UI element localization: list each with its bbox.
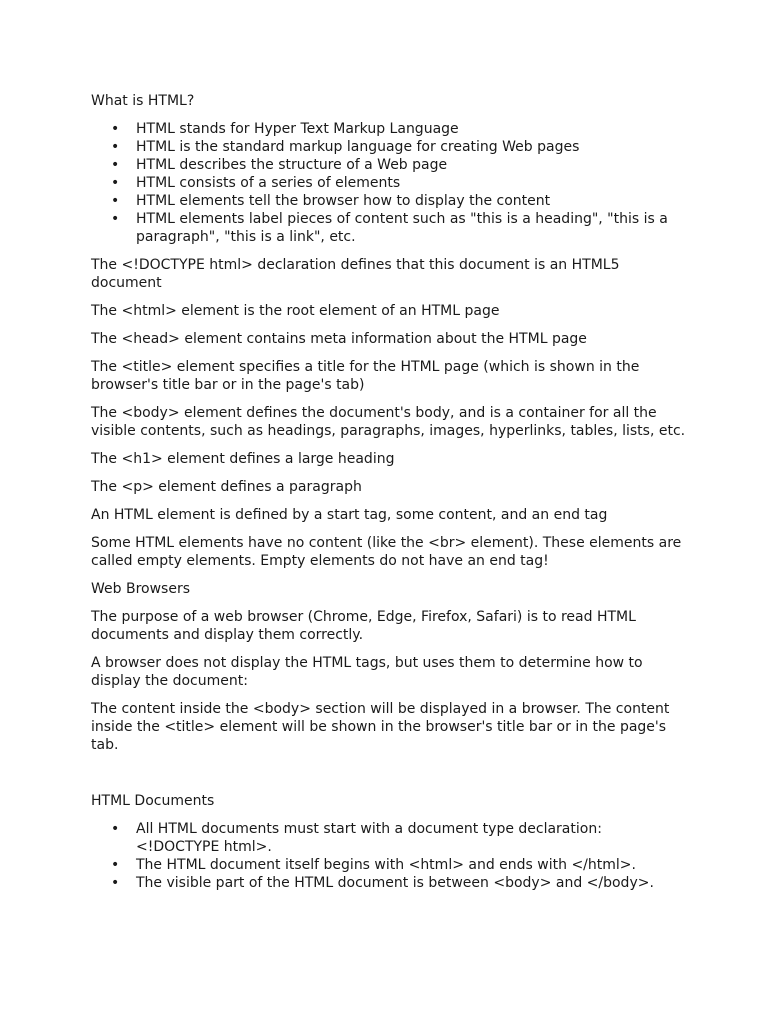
paragraph-html-element: The <html> element is the root element of an HTML page [91, 303, 500, 319]
paragraph-h1-element: The <h1> element defines a large heading [91, 451, 395, 467]
list-item [91, 174, 686, 192]
paragraph-head-element: The <head> element contains meta information about the HTML page [91, 331, 587, 347]
bullet-icon: • [111, 175, 120, 191]
list-item [91, 120, 686, 138]
list-item-text: HTML describes the structure of a Web page [136, 157, 448, 173]
list-item [91, 820, 686, 856]
paragraph-browser-content: The content inside the <body> section will be displayed in a browser. The content inside the <title> element will be shown in the browser's title bar or in the page's tab. [91, 701, 670, 753]
list-item [91, 138, 686, 156]
paragraph-p-element: The <p> element defines a paragraph [91, 479, 362, 495]
bullet-icon: • [111, 121, 120, 137]
bullet-icon: • [111, 193, 120, 209]
bullet-icon: • [111, 821, 120, 837]
list-item-text: All HTML documents must start with a document type declaration: <!DOCTYPE html>. [136, 821, 602, 855]
paragraph-browser-purpose: The purpose of a web browser (Chrome, Edge, Firefox, Safari) is to read HTML documents and display them correctly. [91, 609, 636, 643]
bullet-icon: • [111, 211, 120, 227]
paragraph-element-definition: An HTML element is defined by a start tag, some content, and an end tag [91, 507, 608, 523]
list-item-text: HTML elements tell the browser how to display the content [136, 193, 551, 209]
blank-line [91, 764, 686, 792]
list-item-text: The visible part of the HTML document is between <body> and </body>. [136, 875, 654, 891]
list-item-text: HTML consists of a series of elements [136, 175, 401, 191]
paragraph-body-element: The <body> element defines the document's body, and is a container for all the visible contents, such as headings, paragraphs, images, hyperlinks, tables, lists, etc. [91, 405, 686, 439]
section-heading-html-documents: HTML Documents [91, 793, 215, 809]
bullet-list-html-documents [91, 820, 686, 892]
bullet-icon: • [111, 139, 120, 155]
list-item-text: HTML elements label pieces of content such as "this is a heading", "this is a paragraph", "this is a link", etc. [136, 211, 668, 245]
list-item-text: The HTML document itself begins with <html> and ends with </html>. [136, 857, 636, 873]
bullet-list-html-basics [91, 120, 686, 246]
paragraph-title-element: The <title> element specifies a title for the HTML page (which is shown in the browser's title bar or in the page's tab) [91, 359, 640, 393]
list-item-text: HTML is the standard markup language for creating Web pages [136, 139, 580, 155]
list-item [91, 192, 686, 210]
section-heading-what-is-html: What is HTML? [91, 93, 195, 109]
list-item [91, 156, 686, 174]
document-page [91, 92, 686, 902]
paragraph-doctype: The <!DOCTYPE html> declaration defines that this document is an HTML5 document [91, 257, 620, 291]
list-item [91, 856, 686, 874]
list-item-text: HTML stands for Hyper Text Markup Language [136, 121, 459, 137]
list-item [91, 874, 686, 892]
paragraph-empty-elements: Some HTML elements have no content (like the <br> element). These elements are called empty elements. Empty elements do not have an end tag! [91, 535, 682, 569]
list-item [91, 210, 686, 246]
bullet-icon: • [111, 157, 120, 173]
section-heading-web-browsers: Web Browsers [91, 581, 190, 597]
paragraph-browser-tags: A browser does not display the HTML tags, but uses them to determine how to display the document: [91, 655, 643, 689]
bullet-icon: • [111, 875, 120, 891]
bullet-icon: • [111, 857, 120, 873]
